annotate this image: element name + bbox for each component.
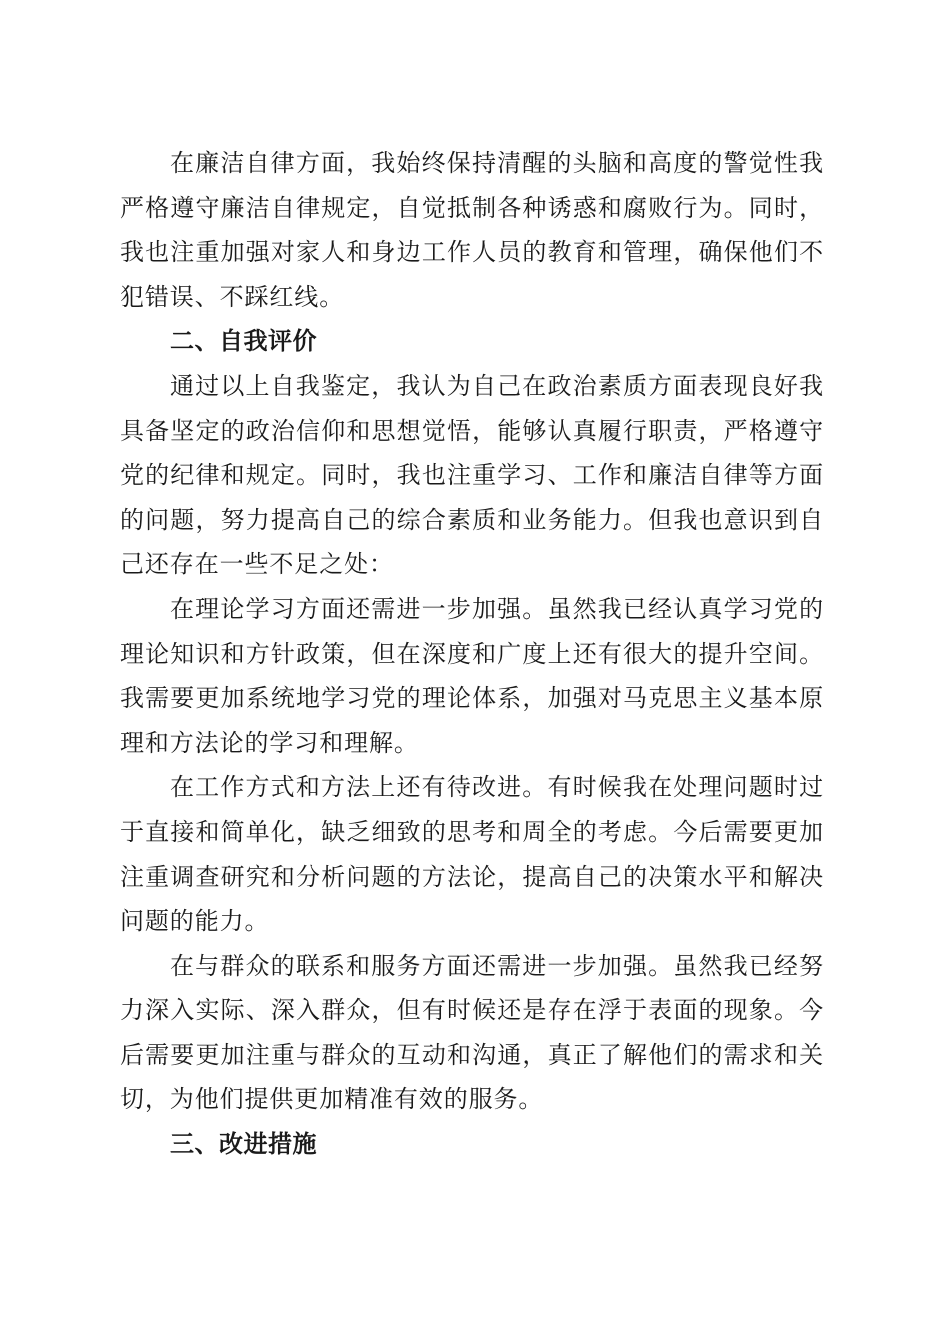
paragraph-integrity: 在廉洁自律方面，我始终保持清醒的头脑和高度的警觉性我严格遵守廉洁自律规定，自觉抵制各种诱惑和腐败行为。同时，我也注重加强对家人和身边工作人员的教育和管理，确保他们不犯错误、不踩红线。	[120, 149, 824, 311]
heading-improvement-measures: 三、改进措施	[170, 1130, 317, 1159]
paragraph-work-methods: 在工作方式和方法上还有待改进。有时候我在处理问题时过于直接和简单化，缺乏细致的思考和周全的考虑。今后需要更加注重调查研究和分析问题的方法论，提高自己的决策水平和解决问题的能力。	[120, 773, 824, 936]
heading-self-evaluation: 二、自我评价	[170, 327, 317, 356]
document-body	[120, 141, 824, 1167]
paragraph-self-evaluation: 通过以上自我鉴定，我认为自己在政治素质方面表现良好我具备坚定的政治信仰和思想觉悟，能够认真履行职责，严格遵守党的纪律和规定。同时，我也注重学习、工作和廉洁自律等方面的问题，努力提高自己的综合素质和业务能力。但我也意识到自己还存在一些不足之处：	[120, 371, 824, 579]
paragraph-theory-study: 在理论学习方面还需进一步加强。虽然我已经认真学习党的理论知识和方针政策，但在深度和广度上还有很大的提升空间。我需要更加系统地学习党的理论体系，加强对马克思主义基本原理和方法论的学习和理解。	[120, 594, 824, 757]
paragraph-mass-service: 在与群众的联系和服务方面还需进一步加强。虽然我已经努力深入实际、深入群众，但有时候还是存在浮于表面的现象。今后需要更加注重与群众的互动和沟通，真正了解他们的需求和关切，为他们提供更加精准有效的服务。	[120, 951, 824, 1114]
